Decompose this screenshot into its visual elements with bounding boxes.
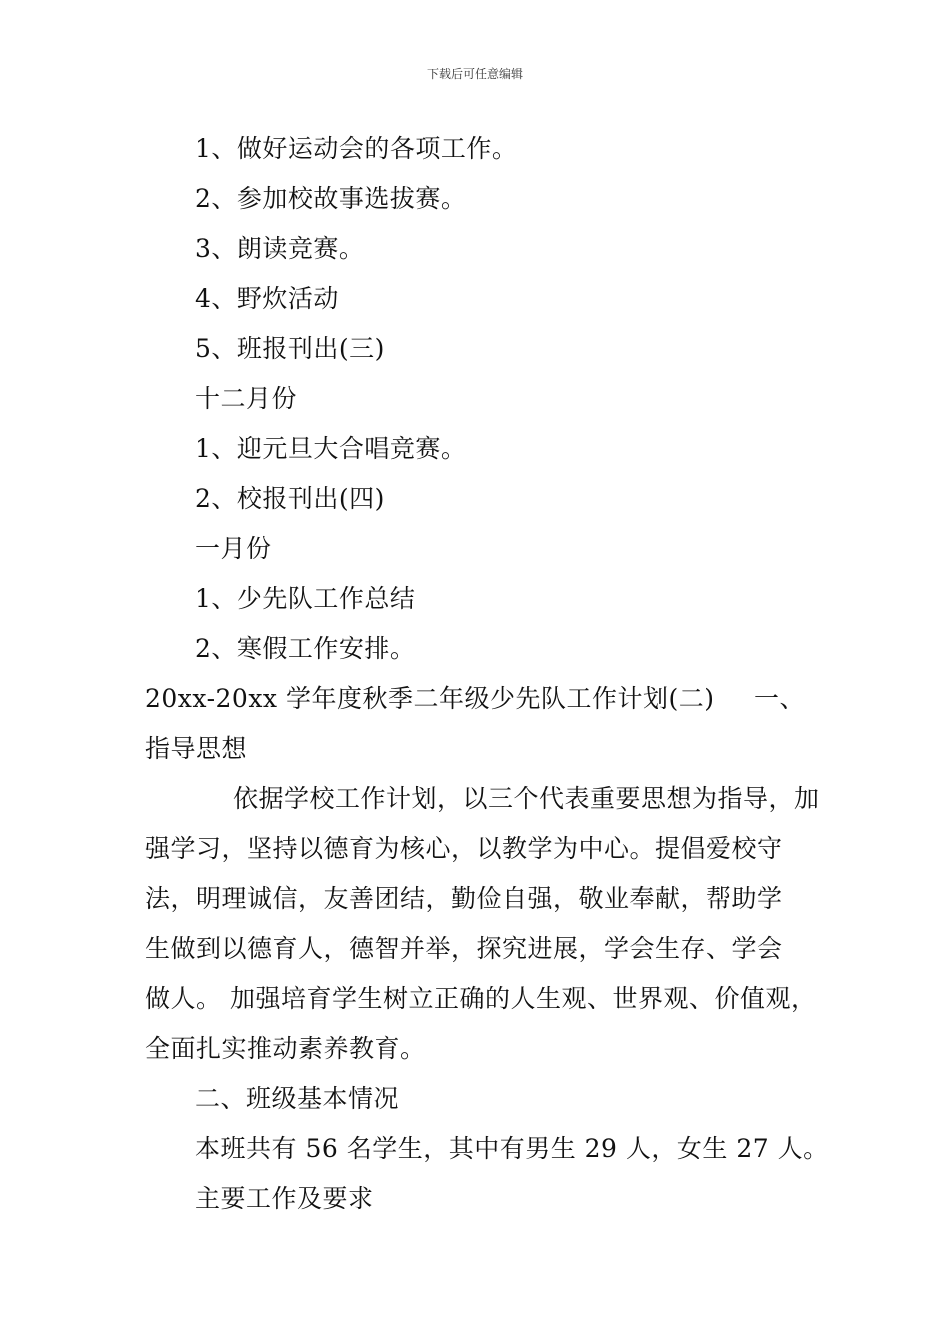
paragraph-line: 生做到以德育人，德智并举，探究进展，学会生存、学会 bbox=[145, 934, 783, 963]
paragraph-line: 全面扎实推动素养教育。 bbox=[145, 1034, 426, 1063]
list-item: 4、野炊活动 bbox=[195, 284, 339, 313]
plan-title-section-number: 一、 bbox=[753, 684, 805, 713]
paragraph-line: 强学习，坚持以德育为核心，以教学为中心。提倡爱校守 bbox=[145, 834, 783, 863]
page-header-note: 下载后可任意编辑 bbox=[426, 67, 523, 81]
plan-title-text: 20xx-20xx 学年度秋季二年级少先队工作计划(二) bbox=[145, 684, 715, 713]
list-item: 3、朗读竞赛。 bbox=[195, 234, 365, 263]
section-heading-main-work: 主要工作及要求 bbox=[195, 1184, 374, 1213]
list-item: 1、少先队工作总结 bbox=[195, 584, 416, 613]
document-body bbox=[145, 124, 829, 1224]
list-item: 5、班报刊出(三) bbox=[195, 334, 385, 363]
month-heading-january: 一月份 bbox=[195, 534, 272, 563]
section-heading-guiding-thought: 指导思想 bbox=[145, 734, 248, 763]
list-item: 2、参加校故事选拔赛。 bbox=[195, 184, 467, 213]
paragraph-line: 做人。 加强培育学生树立正确的人生观、世界观、价值观， bbox=[145, 984, 817, 1013]
plan-title bbox=[145, 674, 805, 724]
list-item: 2、寒假工作安排。 bbox=[195, 634, 416, 663]
month-heading-december: 十二月份 bbox=[195, 384, 298, 413]
guiding-paragraph bbox=[145, 774, 820, 1074]
list-item: 1、做好运动会的各项工作。 bbox=[195, 134, 518, 163]
section-heading-class-info: 二、班级基本情况 bbox=[195, 1084, 400, 1113]
list-item: 1、迎元旦大合唱竞赛。 bbox=[195, 434, 467, 463]
list-item: 2、校报刊出(四) bbox=[195, 484, 385, 513]
class-info-text: 本班共有 56 名学生，其中有男生 29 人，女生 27 人。 bbox=[195, 1134, 829, 1163]
paragraph-line: 法，明理诚信，友善团结，勤俭自强，敬业奉献，帮助学 bbox=[145, 884, 783, 913]
paragraph-line: 依据学校工作计划，以三个代表重要思想为指导，加 bbox=[233, 784, 820, 813]
